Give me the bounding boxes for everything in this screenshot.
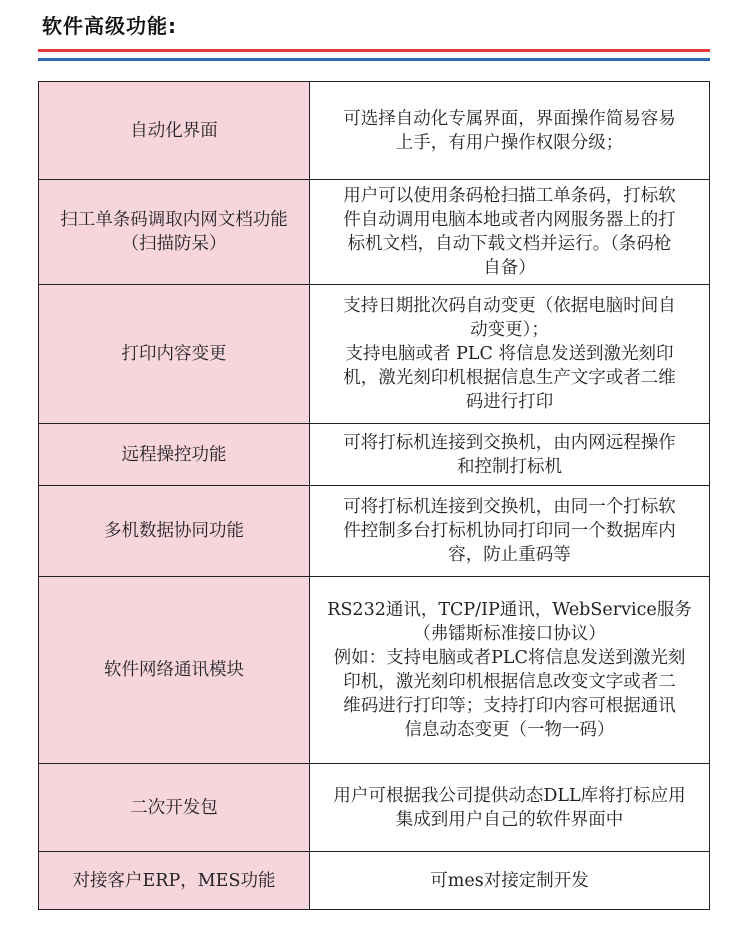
table-row bbox=[39, 82, 710, 180]
feature-description-line: 可mes对接定制开发 bbox=[430, 870, 589, 891]
feature-description-line: （弗镭斯标准接口协议） bbox=[413, 624, 606, 644]
feature-name-line: 自动化界面 bbox=[130, 120, 218, 141]
feature-name-cell bbox=[39, 577, 310, 764]
feature-description-line: 可将打标机连接到交换机，由同一个打标软 bbox=[343, 497, 676, 517]
feature-description-cell bbox=[310, 285, 710, 424]
feature-description-line: 上手，有用户操作权限分级； bbox=[395, 132, 624, 153]
feature-description-line: 动变更）； bbox=[470, 320, 549, 340]
feature-description-line: 支持电脑或者 PLC 将信息发送到激光刻印 bbox=[345, 344, 674, 364]
feature-name-line: 多机数据协同功能 bbox=[104, 521, 244, 541]
feature-name-cell bbox=[39, 424, 310, 486]
feature-name-cell bbox=[39, 486, 310, 577]
feature-description-line: 机，激光刻印机根据信息生产文字或者二维 bbox=[343, 368, 676, 388]
feature-description-line: 信息动态变更（一物一码） bbox=[404, 720, 615, 740]
feature-name-line: 打印内容变更 bbox=[121, 344, 227, 364]
feature-name-cell bbox=[39, 180, 310, 285]
feature-description-line: 集成到用户自己的软件界面中 bbox=[395, 809, 624, 830]
feature-name-cell bbox=[39, 764, 310, 852]
feature-description-line: 标机文档，自动下载文档并运行。（条码枪 bbox=[347, 234, 672, 254]
feature-description-line: 容，防止重码等 bbox=[448, 545, 571, 565]
table-row bbox=[39, 180, 710, 285]
feature-description-line: 用户可根据我公司提供动态DLL库将打标应用 bbox=[333, 785, 686, 806]
feature-table bbox=[38, 81, 710, 910]
feature-description-line: 支持日期批次码自动变更（依据电脑时间自 bbox=[343, 296, 676, 316]
feature-description-cell bbox=[310, 486, 710, 577]
feature-name-line: 软件网络通讯模块 bbox=[104, 660, 244, 680]
table-row bbox=[39, 852, 710, 910]
feature-description-line: 自备） bbox=[483, 258, 536, 278]
feature-description-line: RS232通讯，TCP/IP通讯，WebService服务 bbox=[327, 600, 692, 620]
feature-description-cell bbox=[310, 180, 710, 285]
feature-description-line: 件控制多台打标机协同打印同一个数据库内 bbox=[343, 521, 676, 541]
feature-description-line: 例如：支持电脑或者PLC将信息发送到激光刻 bbox=[333, 648, 686, 668]
feature-description-cell bbox=[310, 852, 710, 910]
feature-description-cell bbox=[310, 577, 710, 764]
feature-name-cell bbox=[39, 285, 310, 424]
feature-name-line: 对接客户ERP，MES功能 bbox=[72, 870, 276, 891]
feature-description-cell bbox=[310, 424, 710, 486]
header-divider-blue bbox=[38, 58, 710, 61]
feature-description-line: 可选择自动化专属界面，界面操作简易容易 bbox=[343, 108, 676, 129]
feature-name-line: 二次开发包 bbox=[130, 797, 218, 818]
header-divider-red bbox=[38, 49, 710, 52]
feature-description-line: 可将打标机连接到交换机，由内网远程操作 bbox=[343, 432, 676, 453]
feature-description-line: 用户可以使用条码枪扫描工单条码，打标软 bbox=[343, 186, 676, 206]
feature-description-line: 印机，激光刻印机根据信息改变文字或者二 bbox=[343, 672, 676, 692]
feature-name-line: 远程操控功能 bbox=[121, 444, 227, 465]
feature-name-line: 扫工单条码调取内网文档功能 bbox=[60, 210, 288, 230]
table-row bbox=[39, 424, 710, 486]
feature-description-line: 和控制打标机 bbox=[457, 456, 562, 477]
feature-name-line: （扫描防呆） bbox=[121, 234, 227, 254]
page-title: 软件高级功能: bbox=[42, 14, 177, 38]
table-row bbox=[39, 285, 710, 424]
feature-name-cell bbox=[39, 82, 310, 180]
table-row bbox=[39, 577, 710, 764]
table-row bbox=[39, 486, 710, 577]
feature-description-line: 维码进行打印等；支持打印内容可根据通讯 bbox=[343, 696, 676, 716]
feature-name-cell bbox=[39, 852, 310, 910]
table-row bbox=[39, 764, 710, 852]
feature-description-line: 码进行打印 bbox=[465, 392, 554, 412]
feature-description-line: 件自动调用电脑本地或者内网服务器上的打 bbox=[343, 210, 676, 230]
feature-description-cell bbox=[310, 764, 710, 852]
feature-description-cell bbox=[310, 82, 710, 180]
